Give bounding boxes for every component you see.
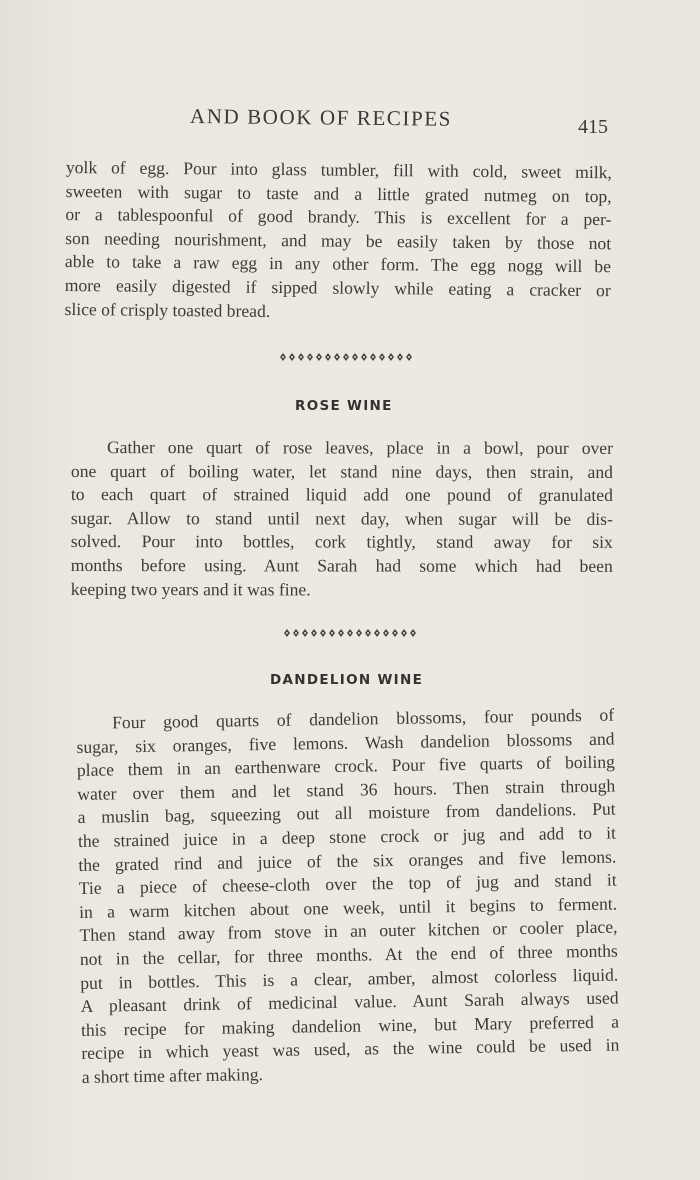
section-title: ROSE WINE [295, 398, 393, 414]
diamond-border-icon [280, 626, 420, 640]
text-line: water over them and let stand 36 hours. Then strain through [77, 775, 616, 804]
page-number: 415 [578, 116, 608, 138]
text-line: to each quart of strained liquid add one pound of granulated [70, 484, 613, 506]
text-line: put in bottles. This is a clear, amber, almost colorless liquid. [80, 964, 619, 993]
text-line: a short time after making. [81, 1064, 264, 1087]
text-line: yolk of egg. Pour into glass tumbler, fill with cold, sweet milk, [65, 156, 612, 183]
text-line: not in the cellar, for three months. At the end of three months [79, 940, 618, 969]
text-line: Gather one quart of rose leaves, place in a bowl, pour over [106, 437, 613, 458]
text-line: this recipe for making dandelion wine, but Mary preferred a [80, 1011, 620, 1040]
text-line: Tie a piece of cheese-cloth over the top of jug and stand it [78, 869, 617, 899]
text-line: sugar. Allow to stand until next day, when sugar will be dis- [70, 507, 613, 529]
section-divider-ornament [280, 626, 420, 643]
section-title: DANDELION WINE [270, 672, 424, 688]
continuation-paragraph [64, 156, 612, 326]
text-line: or a tablespoonful of good brandy. This is excellent for a per- [65, 204, 612, 230]
text-line: Then stand away from stove in an outer kitchen or cooler place, [79, 916, 618, 946]
text-line: the grated rind and juice of the six oranges and five lemons. [78, 846, 617, 875]
text-line: more easily digested if sipped slowly while eating a cracker or [64, 274, 611, 301]
text-line: place them in an earthenware crock. Pour five quarts of boiling [76, 751, 616, 781]
text-line: slice of crisply toasted bread. [64, 298, 271, 321]
section-divider-ornament [276, 350, 416, 367]
text-line: solved. Pour into bottles, cork tightly, stand away for six [70, 531, 613, 553]
recipe-paragraph [76, 704, 620, 1090]
recipe-paragraph [71, 436, 613, 602]
text-line: son needing nourishment, and may be easily taken by those not [65, 227, 612, 254]
text-line: able to take a raw egg in any other form. The egg nogg will be [64, 251, 612, 277]
text-line: one quart of boiling water, let stand nine days, then strain, and [70, 460, 613, 482]
text-line: months before using. Aunt Sarah had some which had been [70, 554, 613, 576]
text-line: sweeten with sugar to taste and a little grated nutmeg on top, [65, 180, 612, 206]
text-line: a muslin bag, squeezing out all moisture from dandelions. Put [77, 798, 616, 828]
text-line: in a warm kitchen about one week, until it begins to ferment. [78, 893, 618, 922]
running-head: AND BOOK OF RECIPES [189, 104, 453, 131]
text-line: sugar, six oranges, five lemons. Wash dandelion blossoms and [76, 728, 615, 757]
text-line: A pleasant drink of medicinal value. Aunt Sarah always used [80, 987, 619, 1017]
diamond-border-icon [276, 350, 416, 364]
text-line: keeping two years and it was fine. [70, 578, 311, 599]
text-line: recipe in which yeast was used, as the wine could be used in [81, 1034, 620, 1064]
text-line: the strained juice in a deep stone crock or jug and add to it [77, 822, 617, 851]
text-line: Four good quarts of dandelion blossoms, four pounds of [112, 704, 615, 733]
